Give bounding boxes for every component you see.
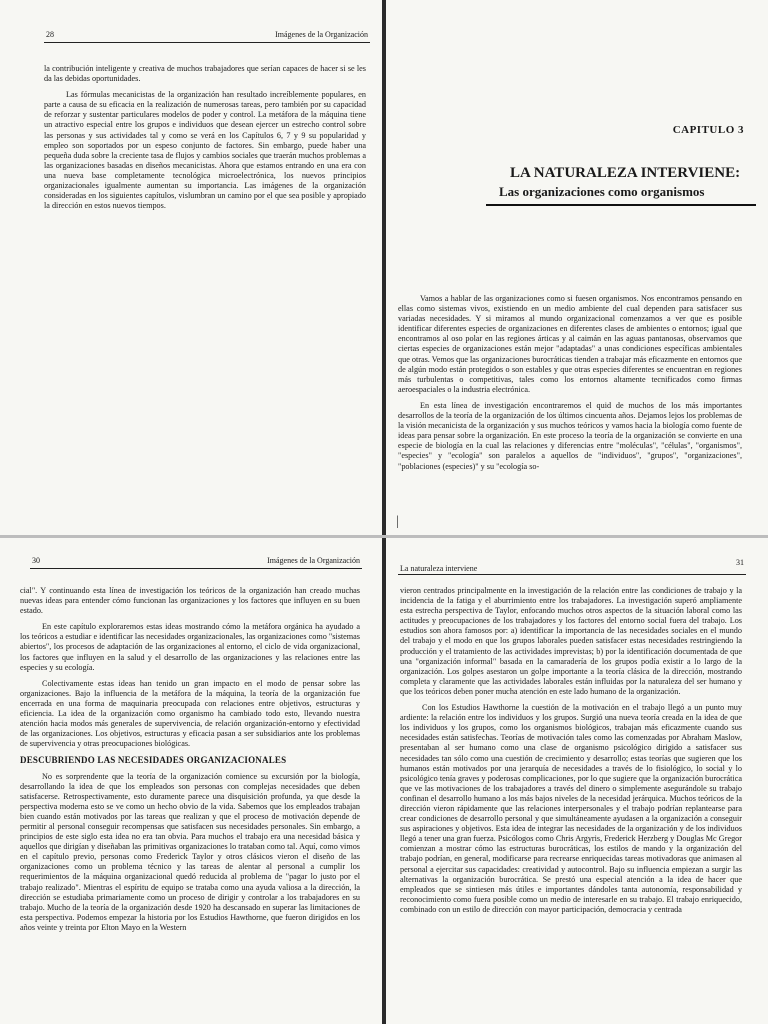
page-28 — [0, 0, 382, 535]
paragraph: Las fórmulas mecanicistas de la organización han resultado increíblemente populares, en parte a causa de su eficacia en la realización de numerosas tareas, pero también por su capacidad de reforzar y sustentar particulares modelos de poder y control. La metáfora de la máquina tiene un atractivo especial entre los grupos e individuos que desean ejercer un estrecho control sobre las personas y sus actividades tal y como se verá en los Capítulos 6, 7 y 9 su popularidad y empleo son soportados por un espeso conjunto de factores. Sin embargo, puede haber una pequeña duda sobre la creciente tasa de flujos y cambios sociales que traerán muchos problemas a las organizaciones basadas en diseños mecanicistas. Ahora que estamos entrando en una era con una nueva base completamente tecnológica microelectrónica, los nuevos principios organizacionales igualmente aumentan su importancia. Las imágenes de la organización consideradas en los siguientes capítulos, vislumbran un camino por el que sea posible y apropiado la dirección en estos nuevos tiempos. — [44, 90, 366, 211]
paragraph: Colectivamente estas ideas han tenido un gran impacto en el modo de pensar sobre las organizaciones. Bajo la influencia de la metáfora de la máquina, la teoría de la organización fue encerrada en una forma de maquinaria preocupada con relaciones entre objetivos, estructuras y eficiencia. La idea de la organización como organismo ha cambiado todo esto, llevando nuestra atención hacia modos más generales de supervivencia, de relación organización-entorno y efectividad de las organizaciones. Los objetivos, estructuras y eficacia pasan a ser subsidiarios ante los problemas de supervivencia y otras preocupaciones biológicas. — [20, 678, 360, 749]
page-30 — [0, 538, 382, 1024]
running-header: Imágenes de la Organización — [267, 556, 360, 565]
paragraph: cial". Y continuando esta línea de investigación los teóricos de la organización han creado muchas nuevas ideas para entender cómo funcionan las organizaciones y los factores que influyen en su buen estado. — [20, 586, 360, 616]
title-rule — [486, 204, 756, 206]
page-number: 30 — [32, 556, 40, 565]
paragraph: la contribución inteligente y creativa de muchos trabajadores que serían capaces de hacer si se les da las debidas oportunidades. — [44, 64, 366, 84]
paragraph: Con los Estudios Hawthorne la cuestión de la motivación en el trabajo llegó a un punto muy ardiente: la relación entre los individuos y los grupos. Surgió una nueva teoría creada en la idea de que los individuos y los grupos, como los organismos biológicos, trabajan más eficazmente cuando sus necesidades están satisfechas. Teorías de motivación tales como las comenzadas por Abraham Maslow, presentaban al ser humano como una clase de organismo psicológico dirigido a satisfacer sus necesidades tan sólo como una cuestión de crecimiento y desarrollo; estas teorías que sugieren que los humanos están motivados por una jerarquía de necesidades a través de lo fisiológico, lo social y lo psicológico tenía graves y poderosas complicaciones, por lo que sugiere que la organización burocrática que ve las motivaciones de los trabajadores a través del dinero o simplemente asegurándole su trabajo confinan el desarrollo humano a los más bajos niveles de la necesidad jerárquica. Muchos teóricos de la dirección vieron rápidamente que las relaciones interpersonales y el trabajo podrían replantearse para crear condiciones de desarrollo personal y que simultáneamente ayudasen a la organización a conseguir sus aspiraciones y objetivos. Esta idea de integrar las necesidades de la organización y de los individuos llegó a tener una gran fuerza. Psicólogos como Chris Argyris, Frederick Herzberg y Douglas Mc Gregor comienzan a mostrar cómo las estructuras burocráticas, los estilos de mando y la organización del trabajo podrían, en general, modificarse para recrearse enriquecidas tareas motivadoras que animasen al personal a ejercitar sus capacidades: creatividad y autocontrol. Bajo su influencia empiezan a surgir las alternativas la organización burocrática. Se prestó una especial atención a la idea de hacer que empleados que se sintiesen más útiles e importantes dándoles tanta autonomía, responsabilidad y reconocimiento como fuera posible como un medio de interesarle en su trabajo. El trabajo enriquecido, combinado con un estilo de dirección con mayor participación, democracia y centrada — [400, 703, 742, 914]
header-rule — [398, 574, 746, 575]
body-text — [400, 586, 742, 921]
running-header: La naturaleza interviene — [400, 564, 478, 573]
body-text — [398, 294, 742, 478]
page-number: 28 — [46, 30, 54, 39]
chapter-subtitle: Las organizaciones como organismos — [499, 184, 705, 199]
paragraph: En este capítulo exploraremos estas ideas mostrando cómo la metáfora orgánica ha ayudado a los teóricos a estudiar e identificar las necesidades organizacionales, las organizaciones como "sistemas abiertos", los procesos de adaptación de las organizaciones al entorno, el ciclo de vida organizacional, los factores que influyen en la salud y el desarrollo de las organizaciones y las relaciones entre las especies y su ecología. — [20, 622, 360, 672]
chapter-title: LA NATURALEZA INTERVIENE: — [510, 165, 741, 181]
paragraph: Vamos a hablar de las organizaciones como si fuesen organismos. Nos encontramos pensando en ellas como sistemas vivos, existiendo en un medio ambiente del cual dependen para satisfacer sus variadas necesidades. Y si miramos al mundo organizacional comenzamos a ver que es posible identificar diferentes especies de organizaciones en diferentes clases de ambientes o entornos; igual que encontramos al oso polar en las regiones árticas y al caimán en las aguas pantanosas, observamos que ciertas especies de organizaciones están mejor "adaptadas" a unas condiciones específicas ambientales que otras. Vemos que las organizaciones burocráticas tienden a trabajar más eficazmente en entornos que de algún modo están protegidos o son estables y que otras especies diferentes se encuentran en regiones más turbulentas o competitivas, tales como los entornos altamente tecnificados como firmas aeroespaciales o la industria electrónica. — [398, 294, 742, 394]
running-header: Imágenes de la Organización — [275, 30, 368, 39]
chapter-label: CAPITULO 3 — [672, 124, 744, 136]
page-31 — [386, 538, 768, 1024]
header-rule — [30, 568, 362, 569]
page-29 — [386, 0, 768, 535]
paragraph: vieron centrados principalmente en la investigación de la relación entre las condiciones de trabajo y la incidencia de la fatiga y el aburrimiento entre los trabajadores. La investigación superó ampliamente esta estrecha perspectiva de Taylor, enfocando muchos otros aspectos de la situación laboral como las actitudes y preocupaciones de los trabajadores y los factores del entorno social fuera del trabajo. Los estudios son ahora famosos por: a) identificar la importancia de las necesidades sociales en el mundo del trabajo y el modo en que los grupos laborales pueden satisfacer estas necesidades restringiendo la producción y el tratamiento de las actividades imprevistas; b) por la identificación documentada de que una "organización informal" basada en la camaradería de los grupos podía existir a lo largo de la organización. Los golpes asestaron un golpe importante a la teoría clásica de la dirección, mostrando completa y claramente que las actividades laborales están influidas por la naturaleza del ser humano y que los teóricos deben poner mucha atención en este lado humano de la organización. — [400, 586, 742, 696]
body-text — [20, 586, 360, 939]
margin-mark: | — [396, 514, 399, 529]
page-number: 31 — [736, 558, 744, 567]
body-text — [44, 64, 366, 217]
paragraph: En esta línea de investigación encontraremos el quid de muchos de los más importantes desarrollos de la teoría de la organización de los últimos cincuenta años. Dejamos lejos los problemas de la visión mecanicista de la organización y sus muchos teóricos y vamos hacia la biología como fuente de ideas para pensar sobre la organización. En este proceso la teoría de la organización se convierte en una especie de biología en la cual las relaciones y diferencias entre "moléculas", "células", "organismos", "especies" y "ecología" son paralelos a aquellos de "individuos", "grupos", "organizaciones", "poblaciones (especies)" y su "ecología so- — [398, 400, 742, 471]
paragraph: No es sorprendente que la teoría de la organización comience su excursión por la biología, desarrollando la idea de que los empleados son personas con complejas necesidades que deben satisfacerse. Retrospectivamente, esto duramente parece una disquisición profunda, ya que desde la perspectiva moderna esto se ve como un hecho obvio de la vida. Sabemos que los empleados trabajan bien cuando están motivados por las tareas que realizan y que el proceso de motivación depende de permitir al personal conseguir recompensas que satisfacen sus necesidades personales. Sin embargo, a principios de este siglo esta idea no era tan obvia. Para muchos el trabajo era una necesidad básica y aquellos que dirigían y diseñaban las primitivas organizaciones lo trataban como tal. Aquí, como vimos en el capítulo previo, personas como Frederick Taylor y otros clásicos vieron el diseño de las organizaciones como un problema técnico y las tareas de alentar al personal a cumplir los requerimientos de la máquina organizacional quedó reducida al problema de "pagar lo justo por el trabajo realizado". Mientras el espíritu de equipo se trataba como una ayuda valiosa a la dirección, la dirección se estudiaba primariamente como un proceso de dirigir y controlar a los trabajadores en su trabajo. Mucho de la teoría de la organización desde 1920 ha descansado en superar las limitaciones de esta perspectiva. Podemos empezar la historia por los Estudios Hawthorne, que fueron dirigidos en los años veinte y treinta por Elton Mayo en la Western — [20, 771, 360, 932]
header-rule — [44, 42, 370, 43]
section-heading: DESCUBRIENDO LAS NECESIDADES ORGANIZACIONALES — [20, 755, 287, 766]
